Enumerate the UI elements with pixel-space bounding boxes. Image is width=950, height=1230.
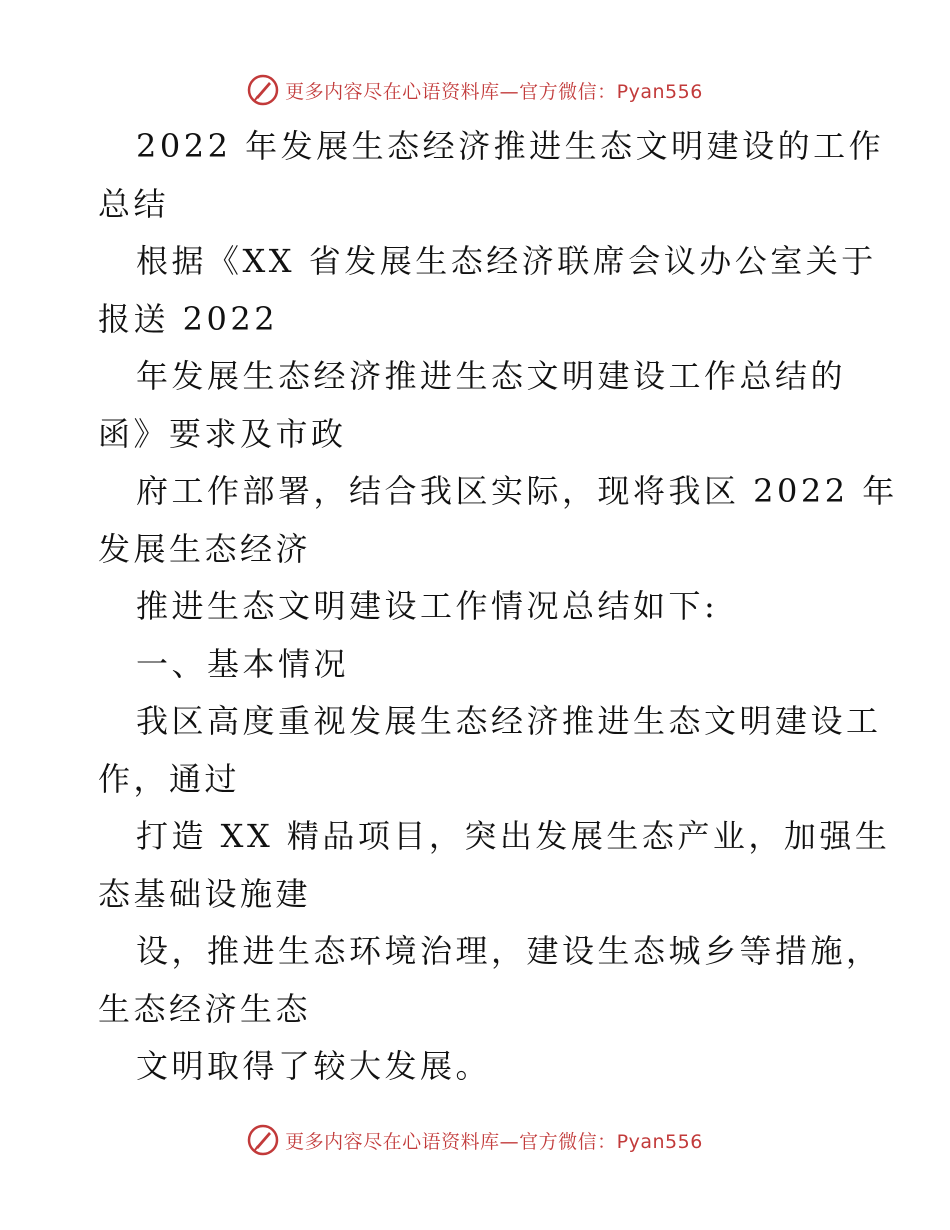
doc-paragraph-line: 文明取得了较大发展。 [136,1047,492,1085]
banner-wechat-text: 官方微信：Pyan556 [519,1130,703,1153]
doc-paragraph-line: 作，通过 [98,759,241,798]
doc-paragraph-line: 设，推进生态环境治理，建设生态城乡等措施， [136,932,882,970]
banner-text [285,1127,703,1154]
feather-pen-icon [247,74,279,106]
doc-paragraph-line: 根据《XX 省发展生态经济联席会议办公室关于 [136,242,877,280]
doc-paragraph-line: 态基础设施建 [98,874,312,913]
doc-paragraph-line: 府工作部署，结合我区实际，现将我区 2022 年 [136,472,898,510]
banner-site-text: 更多内容尽在心语资料库 [285,1130,500,1153]
doc-title-line-2: 总结 [98,184,170,223]
footer-banner [0,1120,950,1160]
doc-title-line-1: 2022 年发展生态经济推进生态文明建设的工作 [136,127,885,165]
banner-wechat-text: 官方微信：Pyan556 [519,80,703,103]
doc-paragraph-line: 年发展生态经济推进生态文明建设工作总结的 [136,357,847,395]
doc-paragraph-line: 发展生态经济 [98,529,312,568]
document-body [98,118,898,1096]
banner-separator: — [499,1130,520,1153]
header-banner [0,70,950,110]
doc-paragraph-line: 推进生态文明建设工作情况总结如下: [136,587,719,625]
doc-paragraph-line: 我区高度重视发展生态经济推进生态文明建设工 [136,702,882,740]
doc-paragraph-line: 函》要求及市政 [98,414,347,453]
doc-section-heading: 一、基本情况 [136,644,350,683]
feather-pen-icon [247,1124,279,1156]
banner-separator: — [499,80,520,103]
banner-text [285,77,703,104]
doc-paragraph-line: 生态经济生态 [98,989,312,1028]
doc-paragraph-line: 打造 XX 精品项目，突出发展生态产业，加强生 [136,817,891,855]
doc-paragraph-line: 报送 2022 [98,299,279,338]
banner-site-text: 更多内容尽在心语资料库 [285,80,500,103]
